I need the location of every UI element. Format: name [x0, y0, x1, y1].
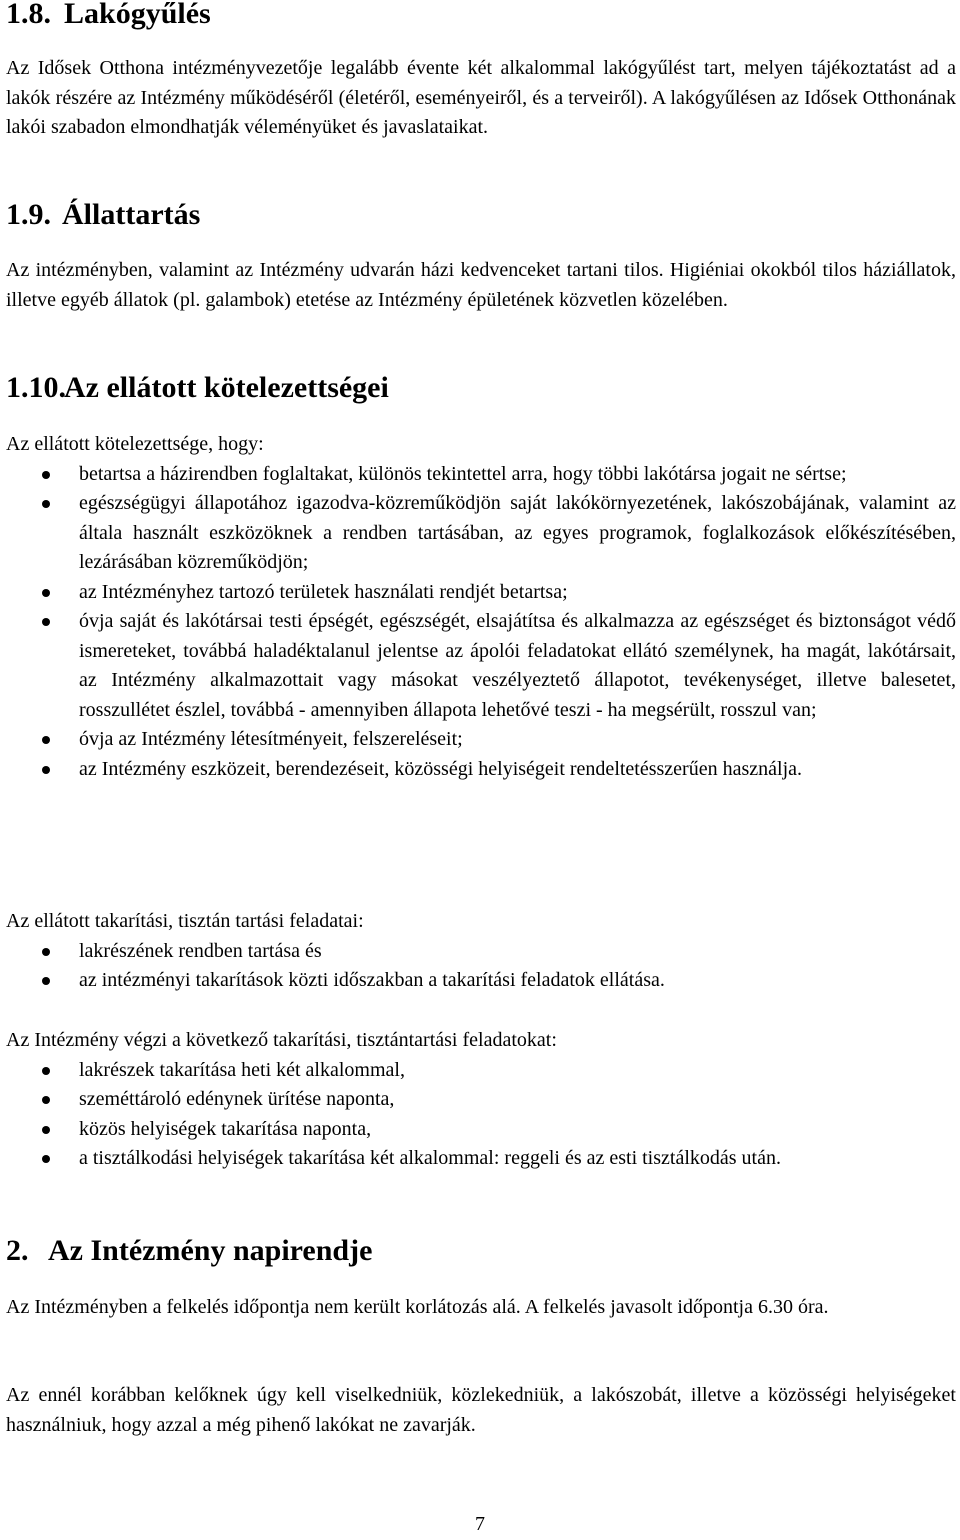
institution-cleaning-block — [6, 1026, 956, 1174]
list-item: az Intézményhez tartozó területek használati rendjét betartsa; — [6, 578, 956, 608]
bullet-icon — [42, 1126, 50, 1134]
list-item: közös helyiségek takarítása naponta, — [6, 1115, 956, 1145]
list-item: betartsa a házirendben foglaltakat, különös tekintettel arra, hogy többi lakótársa jogait ne sértse; — [6, 460, 956, 490]
bullet-icon — [42, 1096, 50, 1104]
bullet-icon — [42, 471, 50, 479]
institution-cleaning-list — [6, 1056, 956, 1174]
list-item: az intézményi takarítások közti időszakban a takarítási feladatok ellátása. — [6, 966, 956, 996]
page-number: 7 — [475, 1513, 485, 1535]
resident-cleaning-block — [6, 907, 956, 996]
bullet-icon — [42, 618, 50, 626]
bullet-icon — [42, 766, 50, 774]
bullet-icon — [42, 500, 50, 508]
section-2-paragraph-2: Az ennél korábban kelőknek úgy kell viselkedniük, közlekedniük, a lakószobát, illetve a közösségi helyiségeket használniuk, hogy azzal a még pihenő lakókat ne zavarják. — [6, 1384, 956, 1436]
section-heading-1-9 — [6, 200, 200, 230]
section-title: Lakógyűlés — [64, 0, 211, 30]
section-number: 1.8. — [6, 0, 51, 30]
list-item: lakrészének rendben tartása és — [6, 937, 956, 967]
section-title: Az ellátott kötelezettségei — [64, 371, 389, 404]
obligations-block — [6, 430, 956, 784]
list-item: lakrészek takarítása heti két alkalommal, — [6, 1056, 956, 1086]
section-title: Állattartás — [62, 198, 201, 231]
section-title: Az Intézmény napirendje — [48, 1234, 373, 1267]
section-number: 1.9. — [6, 198, 51, 231]
bullet-icon — [42, 1067, 50, 1075]
section-heading-1-8 — [6, 0, 211, 29]
list-item: a tisztálkodási helyiségek takarítása két alkalommal: reggeli és az esti tisztálkodás után. — [6, 1144, 956, 1174]
resident-cleaning-list — [6, 937, 956, 996]
bullet-icon — [42, 977, 50, 985]
institution-cleaning-intro: Az Intézmény végzi a következő takarítási, tisztántartási feladatokat: — [6, 1029, 557, 1051]
list-item: szeméttároló edénynek ürítése naponta, — [6, 1085, 956, 1115]
bullet-icon — [42, 589, 50, 597]
list-item: az Intézmény eszközeit, berendezéseit, közösségi helyiségeit rendeltetésszerűen használja. — [6, 755, 956, 785]
section-heading-2 — [6, 1236, 372, 1266]
section-1-9-paragraph: Az intézményben, valamint az Intézmény udvarán házi kedvenceket tartani tilos. Higiéniai okokból tilos háziállatok, illetve egyéb állatok (pl. galambok) etetése az Intézmény épületének közvetlen közelében. — [6, 259, 956, 311]
list-item: egészségügyi állapotához igazodva-közreműködjön saját lakókörnyezetének, lakószobájának, valamint az általa használt eszközöknek a rendben tartásában, az egyes programok, foglalkozások előkészítésében, lezárásában közreműködjön; — [6, 489, 956, 578]
bullet-icon — [42, 948, 50, 956]
bullet-icon — [42, 1155, 50, 1163]
section-number: 1.10. — [6, 371, 66, 404]
section-2-paragraph-1: Az Intézményben a felkelés időpontja nem került korlátozás alá. A felkelés javasolt időpontja 6.30 óra. — [6, 1296, 829, 1318]
list-item: óvja saját és lakótársai testi épségét, egészségét, elsajátítsa és alkalmazza az egészséget és biztonságot védő ismereteket, továbbá haladéktalanul jelentse az ápolói feladatokat ellátó személynek, ha magát, lakótársait, az Intézmény alkalmazottait vagy másokat veszélyeztető állapotot, tevékenységet, illetve balesetet, rosszullétet észlel, továbbá - amennyiben állapota lehetővé teszi - ha megsérült, rosszul van; — [6, 607, 956, 725]
section-number: 2. — [6, 1234, 29, 1267]
resident-cleaning-intro: Az ellátott takarítási, tisztán tartási feladatai: — [6, 910, 364, 932]
obligations-list — [6, 460, 956, 785]
obligations-intro: Az ellátott kötelezettsége, hogy: — [6, 433, 264, 455]
section-1-8-paragraph: Az Idősek Otthona intézményvezetője legalább évente két alkalommal lakógyűlést tart, melyen tájékoztatást ad a lakók részére az Intézmény működéséről (életéről, eseményeiről, és a terveiről). A lakógyűlésen az Idősek Otthonának lakói szabadon elmondhatják véleményüket és javaslataikat. — [6, 57, 956, 138]
bullet-icon — [42, 736, 50, 744]
list-item: óvja az Intézmény létesítményeit, felszereléseit; — [6, 725, 956, 755]
section-heading-1-10 — [6, 373, 389, 403]
